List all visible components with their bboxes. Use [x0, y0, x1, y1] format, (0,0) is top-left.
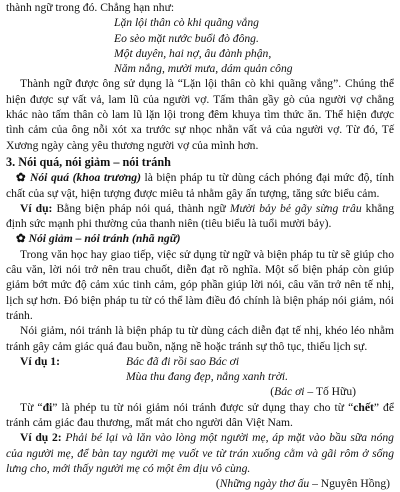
keyword-di: đi	[42, 400, 53, 414]
source-author: – Tố Hữu)	[304, 385, 356, 399]
flower-bullet-icon: ✿	[16, 171, 27, 185]
example-text: khẳng định sức mạnh phi thường của thanh niên (tiêu biểu là tuổi mười bảy).	[6, 201, 395, 231]
example-1	[6, 201, 394, 232]
subsection-noi-giam	[6, 231, 394, 246]
example-3-source: (Những ngày thơ ấu – Nguyên Hồng)	[215, 477, 390, 491]
source-author: – Nguyên Hồng)	[309, 477, 390, 491]
poem-line: Năm nắng, mười mưa, dám quản công	[114, 62, 293, 76]
subsection-title: Nói quá (khoa trương)	[30, 171, 141, 185]
example-label: Ví dụ 2:	[20, 431, 62, 445]
example-3	[6, 430, 394, 476]
example-idiom: Mười bảy bẻ gãy sừng trâu	[229, 201, 362, 215]
example-2-source: (Bác ơi – Tố Hữu)	[270, 385, 356, 399]
paragraph-1: Thành ngữ được ông sử dụng là “Lặn lội thân cò khi quãng vắng”. Chúng thể hiện được sự vất vả, lam lũ của người vợ. Tấm thân gầy gò của người vợ chẳng khác nào tấm thân cò lam lũ lặn lội trong đêm khuya tìm thức ăn. Thể hiện được tình cảm của ông nỗi xót xa trước sự nhọc nhằn vất vả của người vợ. Từ đó, Tế Xương ngày càng yêu thương người vợ của mình hơn.	[6, 77, 394, 152]
poem-2	[6, 354, 394, 385]
keyword-chet: chết	[353, 400, 374, 414]
top-line: thành ngữ trong đó. Chẳng hạn như:	[6, 1, 175, 14]
poem-line: Mùa thu đang đẹp, nắng xanh trời.	[126, 370, 289, 384]
source-title: Bác ơi	[274, 385, 305, 399]
poem-line: Lặn lội thân cò khi quãng vắng	[114, 16, 259, 30]
paragraph-3: Nói giảm, nói tránh là biện pháp tu từ dùng cách diễn đạt tế nhị, khéo léo nhằm tránh gây cảm giác quá đau buồn, nặng nề hoặc tránh sự thô tục, thiếu lịch sự.	[6, 324, 394, 353]
flower-bullet-icon: ✿	[16, 232, 26, 246]
poem-1	[6, 15, 394, 76]
text: ” là phép tu từ nói giảm nói tránh được sử dụng thay cho từ “	[52, 400, 354, 414]
subsection-text: là biện pháp tu từ dùng cách phóng đại mức độ, tính chất của sự vật, hiện tượng được miêu tả nhằm gây ấn tượng, tăng sức biểu cảm.	[6, 171, 394, 200]
example-text: Bằng biện pháp nói quá, thành ngữ	[52, 201, 230, 215]
section-heading: 3. Nói quá, nói giảm – nói tránh	[6, 154, 171, 169]
example-label: Ví dụ 1:	[20, 354, 60, 368]
example-text: Phải bé lại và lăn vào lòng một người mẹ, áp mặt vào bầu sữa nóng của người mẹ, để bàn tay người mẹ vuốt ve từ trán xuống cằm và gãi rôm ở sống lưng cho, mới thấy người mẹ có một êm dịu vô cùng.	[6, 431, 394, 475]
poem-line: Một duyên, hai nợ, âu đành phận,	[114, 46, 272, 60]
subsection-title: Nói giảm – nói tránh (nhã ngữ)	[28, 232, 181, 246]
paragraph-4	[6, 400, 394, 431]
poem-line: Eo sèo mặt nước buổi đò đông.	[114, 31, 259, 45]
example-label: Ví dụ:	[20, 201, 53, 215]
text: ” để tránh cảm giác đau thương, mất mát cho người dân Việt Nam.	[6, 400, 394, 430]
paragraph-2: Trong văn học hay giao tiếp, việc sử dụng từ ngữ và biện pháp tu từ sẽ giúp cho câu văn, lời nói trở nên trau chuốt, diễn đạt rõ nghĩa. Một số biện pháp còn giúp giảm bớt mức độ cảm xúc tinh cảm, góp phần giúp lời nói, câu văn trở nên tế nhị, lịch sự hơn. Đó biện pháp tu từ có thể làm điều đó chính là biện pháp nói giảm, nói tránh.	[6, 247, 394, 322]
text: Từ “	[20, 400, 43, 414]
poem-line: Bác đã đi rồi sao Bác ơi	[126, 354, 240, 368]
subsection-noi-qua	[6, 170, 394, 201]
source-title: Những ngày thơ ấu	[219, 477, 310, 491]
